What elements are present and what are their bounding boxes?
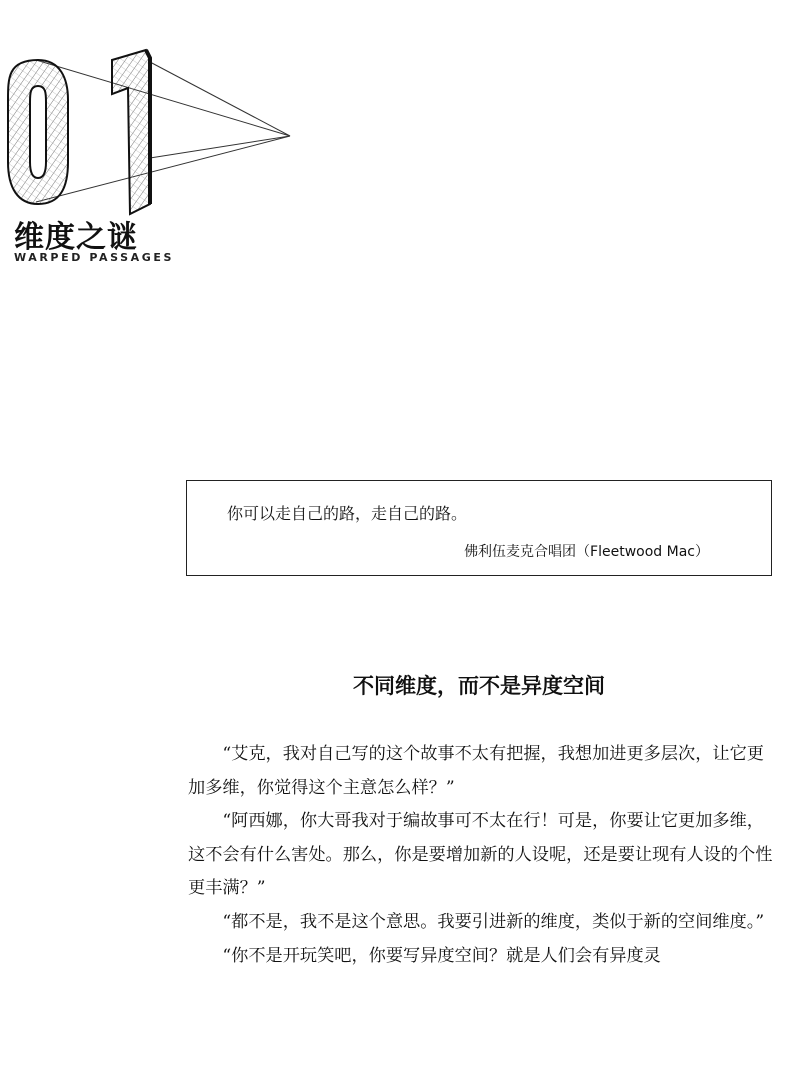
chapter-title: 维度之谜 [14, 220, 138, 255]
paragraph: “艾克，我对自己写的这个故事不太有把握，我想加进更多层次，让它更加多维，你觉得这个主意怎么样？” [188, 744, 764, 798]
chapter-number-art [0, 40, 300, 230]
paragraph: “阿西娜，你大哥我对于编故事可不太在行！可是，你要让它更加多维，这不会有什么害处。那么，你是要增加新的人设呢，还是要让现有人设的个性更丰满？” [188, 811, 773, 899]
epigraph-box [186, 480, 772, 576]
epigraph-quote: 你可以走自己的路，走自己的路。 [227, 504, 468, 523]
paragraph: “都不是，我不是这个意思。我要引进新的维度，类似于新的空间维度。” [222, 911, 765, 932]
chapter-subtitle: WARPED PASSAGES [14, 251, 175, 264]
paragraph: “你不是开玩笑吧，你要写异度空间？就是人们会有异度灵 [222, 945, 661, 966]
body-text [188, 738, 774, 973]
section-heading: 不同维度，而不是异度空间 [353, 674, 605, 698]
epigraph-attribution: 佛利伍麦克合唱团（Fleetwood Mac） [464, 544, 709, 560]
